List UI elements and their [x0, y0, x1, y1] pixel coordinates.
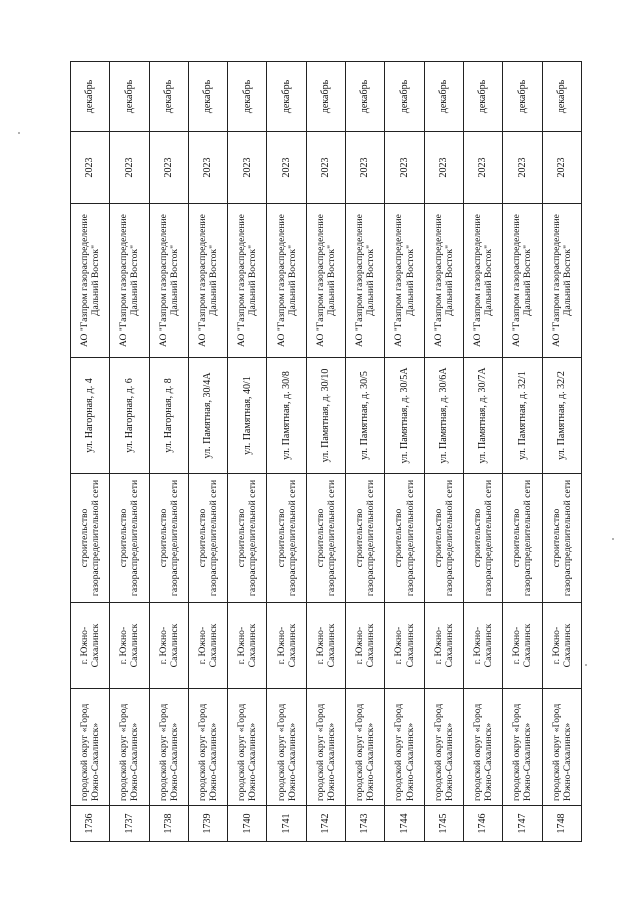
cell-row-number: 1741: [267, 806, 306, 842]
cell-city: г. Южно-Сахалинск: [463, 603, 502, 689]
cell-contractor: АО "Газпром газораспределение Дальний Восток": [542, 204, 581, 358]
cell-row-number: 1748: [542, 806, 581, 842]
cell-address: ул. Памятная, д. 30/10: [306, 358, 345, 474]
table-row: [71, 62, 110, 842]
cell-municipality: городской округ «Город Южно-Сахалинск»: [267, 689, 306, 806]
cell-address: ул. Памятная, д. 30/7А: [463, 358, 502, 474]
cell-year: 2023: [267, 132, 306, 204]
cell-address: ул. Памятная, д. 32/2: [542, 358, 581, 474]
cell-address: ул. Нагорная, д. 4: [71, 358, 110, 474]
cell-contractor: АО "Газпром газораспределение Дальний Восток": [306, 204, 345, 358]
cell-municipality: городской округ «Город Южно-Сахалинск»: [346, 689, 385, 806]
gasification-schedule-table: [70, 61, 582, 842]
cell-year: 2023: [346, 132, 385, 204]
cell-month: декабрь: [385, 62, 424, 132]
cell-city: г. Южно-Сахалинск: [424, 603, 463, 689]
cell-address: ул. Нагорная, д. 6: [110, 358, 149, 474]
cell-address: ул. Памятная, д. 30/5: [346, 358, 385, 474]
cell-month: декабрь: [542, 62, 581, 132]
cell-work-type: строительство газораспределительной сети: [463, 474, 502, 603]
cell-contractor: АО "Газпром газораспределение Дальний Восток": [267, 204, 306, 358]
cell-month: декабрь: [267, 62, 306, 132]
cell-city: г. Южно-Сахалинск: [503, 603, 542, 689]
cell-municipality: городской округ «Город Южно-Сахалинск»: [385, 689, 424, 806]
scan-speck: [18, 132, 20, 134]
table-row: [385, 62, 424, 842]
cell-month: декабрь: [110, 62, 149, 132]
cell-year: 2023: [306, 132, 345, 204]
cell-city: г. Южно-Сахалинск: [306, 603, 345, 689]
cell-work-type: строительство газораспределительной сети: [71, 474, 110, 603]
table-row: [149, 62, 188, 842]
cell-city: г. Южно-Сахалинск: [71, 603, 110, 689]
cell-row-number: 1747: [503, 806, 542, 842]
cell-work-type: строительство газораспределительной сети: [424, 474, 463, 603]
cell-municipality: городской округ «Город Южно-Сахалинск»: [228, 689, 267, 806]
cell-row-number: 1744: [385, 806, 424, 842]
cell-year: 2023: [463, 132, 502, 204]
cell-address: ул. Нагорная, д. 8: [149, 358, 188, 474]
cell-municipality: городской округ «Город Южно-Сахалинск»: [542, 689, 581, 806]
cell-address: ул. Памятная, д. 30/5А: [385, 358, 424, 474]
cell-contractor: АО "Газпром газораспределение Дальний Восток": [385, 204, 424, 358]
cell-address: ул. Памятная, д. 30/6А: [424, 358, 463, 474]
cell-year: 2023: [188, 132, 227, 204]
cell-contractor: АО "Газпром газораспределение Дальний Восток": [424, 204, 463, 358]
cell-month: декабрь: [503, 62, 542, 132]
table-row: [463, 62, 502, 842]
cell-work-type: строительство газораспределительной сети: [267, 474, 306, 603]
cell-year: 2023: [149, 132, 188, 204]
table-row: [267, 62, 306, 842]
cell-month: декабрь: [188, 62, 227, 132]
table-row: [542, 62, 581, 842]
table-row: [188, 62, 227, 842]
cell-work-type: строительство газораспределительной сети: [149, 474, 188, 603]
cell-row-number: 1742: [306, 806, 345, 842]
cell-month: декабрь: [228, 62, 267, 132]
cell-year: 2023: [228, 132, 267, 204]
cell-row-number: 1738: [149, 806, 188, 842]
cell-city: г. Южно-Сахалинск: [110, 603, 149, 689]
cell-city: г. Южно-Сахалинск: [149, 603, 188, 689]
rotated-table-wrapper: [70, 62, 582, 842]
cell-year: 2023: [385, 132, 424, 204]
table-row: [110, 62, 149, 842]
cell-address: ул. Памятная, д. 30/8: [267, 358, 306, 474]
cell-month: декабрь: [149, 62, 188, 132]
cell-city: г. Южно-Сахалинск: [188, 603, 227, 689]
cell-address: ул. Памятная, д. 32/1: [503, 358, 542, 474]
cell-row-number: 1739: [188, 806, 227, 842]
cell-contractor: АО "Газпром газораспределение Дальний Восток": [71, 204, 110, 358]
cell-contractor: АО "Газпром газораспределение Дальний Восток": [228, 204, 267, 358]
cell-month: декабрь: [424, 62, 463, 132]
cell-municipality: городской округ «Город Южно-Сахалинск»: [503, 689, 542, 806]
cell-row-number: 1745: [424, 806, 463, 842]
cell-contractor: АО "Газпром газораспределение Дальний Восток": [346, 204, 385, 358]
cell-municipality: городской округ «Город Южно-Сахалинск»: [424, 689, 463, 806]
cell-address: ул. Памятная, 40/1: [228, 358, 267, 474]
cell-contractor: АО "Газпром газораспределение Дальний Восток": [463, 204, 502, 358]
cell-contractor: АО "Газпром газораспределение Дальний Восток": [110, 204, 149, 358]
cell-contractor: АО "Газпром газораспределение Дальний Восток": [149, 204, 188, 358]
cell-work-type: строительство газораспределительной сети: [503, 474, 542, 603]
cell-year: 2023: [424, 132, 463, 204]
cell-work-type: строительство газораспределительной сети: [346, 474, 385, 603]
cell-city: г. Южно-Сахалинск: [228, 603, 267, 689]
cell-year: 2023: [71, 132, 110, 204]
table-row: [306, 62, 345, 842]
cell-work-type: строительство газораспределительной сети: [306, 474, 345, 603]
scan-speck: [585, 664, 587, 666]
cell-year: 2023: [503, 132, 542, 204]
cell-work-type: строительство газораспределительной сети: [228, 474, 267, 603]
cell-month: декабрь: [346, 62, 385, 132]
cell-municipality: городской округ «Город Южно-Сахалинск»: [306, 689, 345, 806]
cell-municipality: городской округ «Город Южно-Сахалинск»: [71, 689, 110, 806]
cell-work-type: строительство газораспределительной сети: [188, 474, 227, 603]
cell-city: г. Южно-Сахалинск: [346, 603, 385, 689]
scan-speck: [612, 538, 614, 540]
cell-row-number: 1736: [71, 806, 110, 842]
cell-contractor: АО "Газпром газораспределение Дальний Восток": [188, 204, 227, 358]
table-row: [424, 62, 463, 842]
cell-month: декабрь: [463, 62, 502, 132]
cell-month: декабрь: [71, 62, 110, 132]
cell-city: г. Южно-Сахалинск: [385, 603, 424, 689]
cell-contractor: АО "Газпром газораспределение Дальний Восток": [503, 204, 542, 358]
cell-address: ул. Памятная, 30/4А: [188, 358, 227, 474]
cell-municipality: городской округ «Город Южно-Сахалинск»: [149, 689, 188, 806]
cell-municipality: городской округ «Город Южно-Сахалинск»: [110, 689, 149, 806]
cell-row-number: 1746: [463, 806, 502, 842]
cell-work-type: строительство газораспределительной сети: [385, 474, 424, 603]
cell-year: 2023: [542, 132, 581, 204]
cell-row-number: 1740: [228, 806, 267, 842]
cell-city: г. Южно-Сахалинск: [542, 603, 581, 689]
cell-month: декабрь: [306, 62, 345, 132]
cell-row-number: 1743: [346, 806, 385, 842]
table-row: [346, 62, 385, 842]
cell-city: г. Южно-Сахалинск: [267, 603, 306, 689]
cell-year: 2023: [110, 132, 149, 204]
table-row: [503, 62, 542, 842]
cell-work-type: строительство газораспределительной сети: [110, 474, 149, 603]
cell-row-number: 1737: [110, 806, 149, 842]
table-row: [228, 62, 267, 842]
cell-municipality: городской округ «Город Южно-Сахалинск»: [188, 689, 227, 806]
cell-municipality: городской округ «Город Южно-Сахалинск»: [463, 689, 502, 806]
cell-work-type: строительство газораспределительной сети: [542, 474, 581, 603]
